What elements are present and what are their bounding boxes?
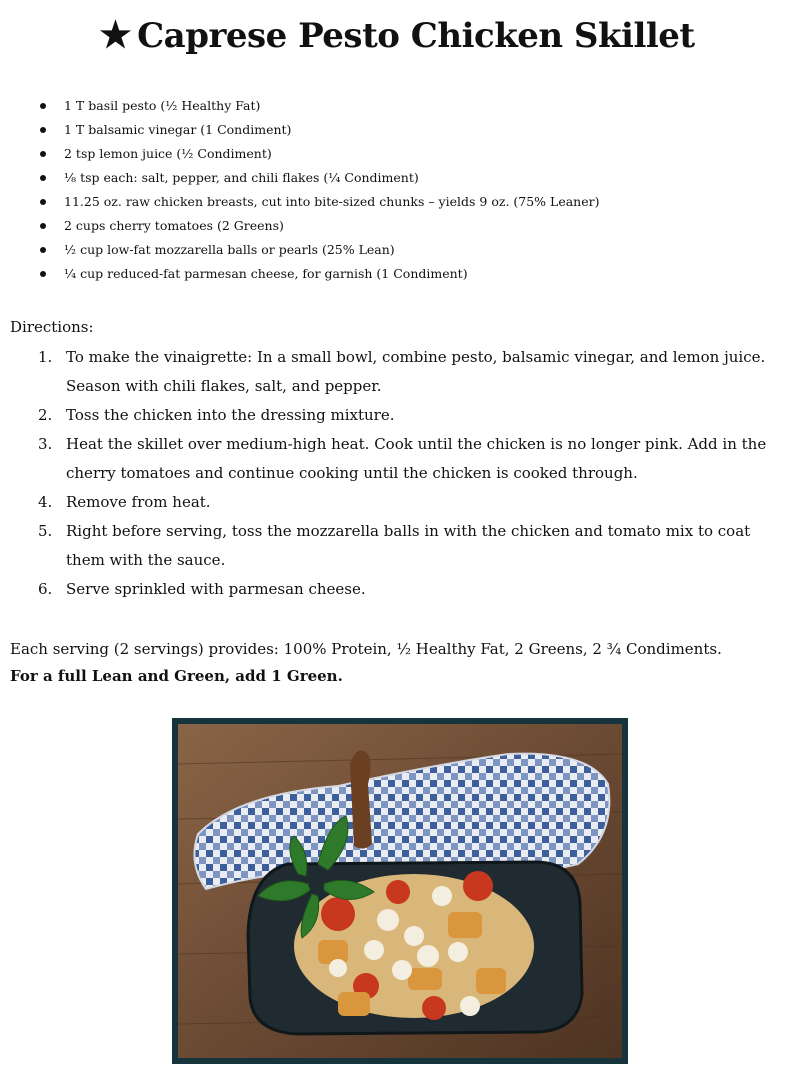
step-number: 5. bbox=[38, 522, 53, 540]
serving-info: Each serving (2 servings) provides: 100% Protein, ½ Healthy Fat, 2 Greens, 2 ¾ Condiments. bbox=[10, 640, 722, 658]
ingredient-item: ¼ cup reduced-fat parmesan cheese, for garnish (1 Condiment) bbox=[34, 262, 774, 286]
step-text: To make the vinaigrette: In a small bowl, combine pesto, balsamic vinegar, and lemon juice. Season with chili flakes, salt, and pepper. bbox=[66, 348, 766, 395]
step-number: 2. bbox=[38, 406, 53, 424]
recipe-title bbox=[0, 14, 794, 56]
star-icon: ★ bbox=[99, 14, 132, 56]
ingredient-item: ½ cup low-fat mozzarella balls or pearls (25% Lean) bbox=[34, 238, 774, 262]
direction-step bbox=[10, 343, 780, 401]
step-text: Serve sprinkled with parmesan cheese. bbox=[66, 580, 366, 598]
direction-step bbox=[10, 401, 780, 430]
ingredient-item: 11.25 oz. raw chicken breasts, cut into bite-sized chunks – yields 9 oz. (75% Leaner) bbox=[34, 190, 774, 214]
step-number: 1. bbox=[38, 348, 53, 366]
step-number: 6. bbox=[38, 580, 53, 598]
step-text: Toss the chicken into the dressing mixture. bbox=[66, 406, 395, 424]
direction-step bbox=[10, 488, 780, 517]
ingredient-item: ⅛ tsp each: salt, pepper, and chili flakes (¼ Condiment) bbox=[34, 166, 774, 190]
ingredient-item: 2 tsp lemon juice (½ Condiment) bbox=[34, 142, 774, 166]
direction-step bbox=[10, 575, 780, 604]
full-meal-note: For a full Lean and Green, add 1 Green. bbox=[10, 667, 343, 685]
dish-illustration bbox=[178, 724, 622, 1058]
ingredient-list bbox=[34, 94, 774, 286]
ingredient-item: 1 T basil pesto (½ Healthy Fat) bbox=[34, 94, 774, 118]
direction-step bbox=[10, 517, 780, 575]
ingredient-item: 2 cups cherry tomatoes (2 Greens) bbox=[34, 214, 774, 238]
step-text: Remove from heat. bbox=[66, 493, 211, 511]
ingredient-item: 1 T balsamic vinegar (1 Condiment) bbox=[34, 118, 774, 142]
directions-heading: Directions: bbox=[10, 318, 94, 336]
step-text: Right before serving, toss the mozzarella balls in with the chicken and tomato mix to coat them with the sauce. bbox=[66, 522, 751, 569]
recipe-title-text: Caprese Pesto Chicken Skillet bbox=[137, 16, 695, 56]
directions-list bbox=[10, 343, 780, 604]
step-number: 3. bbox=[38, 435, 53, 453]
step-text: Heat the skillet over medium-high heat. Cook until the chicken is no longer pink. Add in the cherry tomatoes and continue cooking until the chicken is cooked through. bbox=[66, 435, 767, 482]
step-number: 4. bbox=[38, 493, 53, 511]
direction-step bbox=[10, 430, 780, 488]
dish-photo bbox=[172, 718, 628, 1064]
